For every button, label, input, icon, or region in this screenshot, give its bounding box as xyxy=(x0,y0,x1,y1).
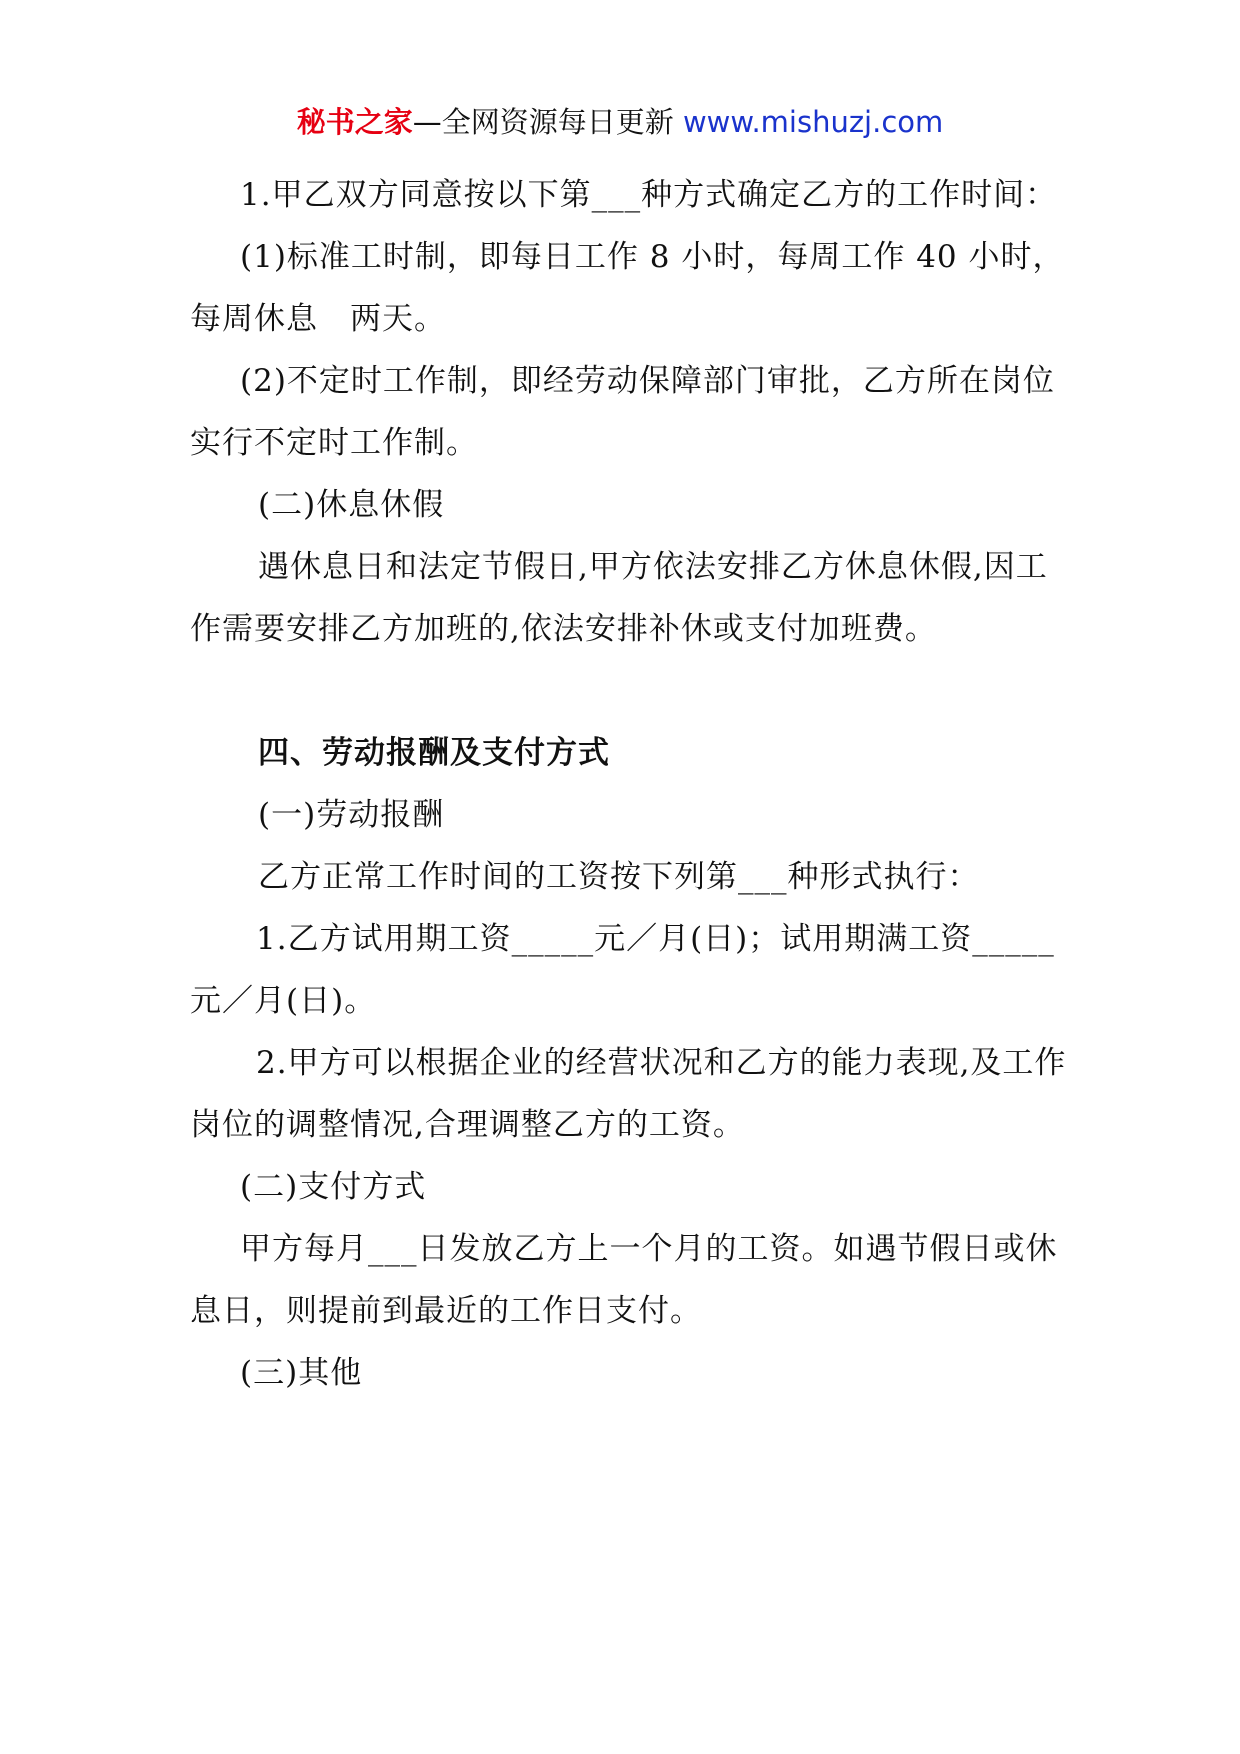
flexible-hours-paragraph: (2)不定时工作制，即经劳动保障部门审批，乙方所在岗位实行不定时工作制。 xyxy=(190,363,1055,461)
rest-leave-paragraph: 遇休息日和法定节假日,甲方依法安排乙方休息休假,因工作需要安排乙方加班的,依法安排补休或支付加班费。 xyxy=(190,549,1048,647)
remuneration-subheading: (一)劳动报酬 xyxy=(258,797,445,833)
document-body xyxy=(190,164,1070,1404)
wage-form-paragraph: 乙方正常工作时间的工资按下列第___种形式执行： xyxy=(258,859,980,895)
other-subheading: (三)其他 xyxy=(240,1355,363,1391)
site-url-link[interactable]: www.mishuzj.com xyxy=(682,105,944,139)
header-slogan: —全网资源每日更新 xyxy=(412,105,674,139)
standard-hours-paragraph: (1)标准工时制，即每日工作 8 小时，每周工作 40 小时，每周休息 两天。 xyxy=(190,239,1065,337)
payment-day-paragraph: 甲方每月___日发放乙方上一个月的工资。如遇节假日或休息日，则提前到最近的工作日支付。 xyxy=(190,1231,1058,1329)
section-title: 四、劳动报酬及支付方式 xyxy=(258,735,610,771)
payment-method-subheading: (二)支付方式 xyxy=(240,1169,427,1205)
site-header xyxy=(0,100,1240,144)
brand-name: 秘书之家 xyxy=(296,105,413,139)
wage-adjustment-paragraph: 2.甲方可以根据企业的经营状况和乙方的能力表现,及工作岗位的调整情况,合理调整乙方的工资。 xyxy=(190,1045,1067,1143)
probation-wage-paragraph: 1.乙方试用期工资_____元／月(日)；试用期满工资_____元／月(日)。 xyxy=(190,921,1055,1019)
work-time-method-paragraph: 1.甲乙双方同意按以下第___种方式确定乙方的工作时间： xyxy=(240,177,1058,213)
rest-leave-subheading: (二)休息休假 xyxy=(258,487,445,523)
